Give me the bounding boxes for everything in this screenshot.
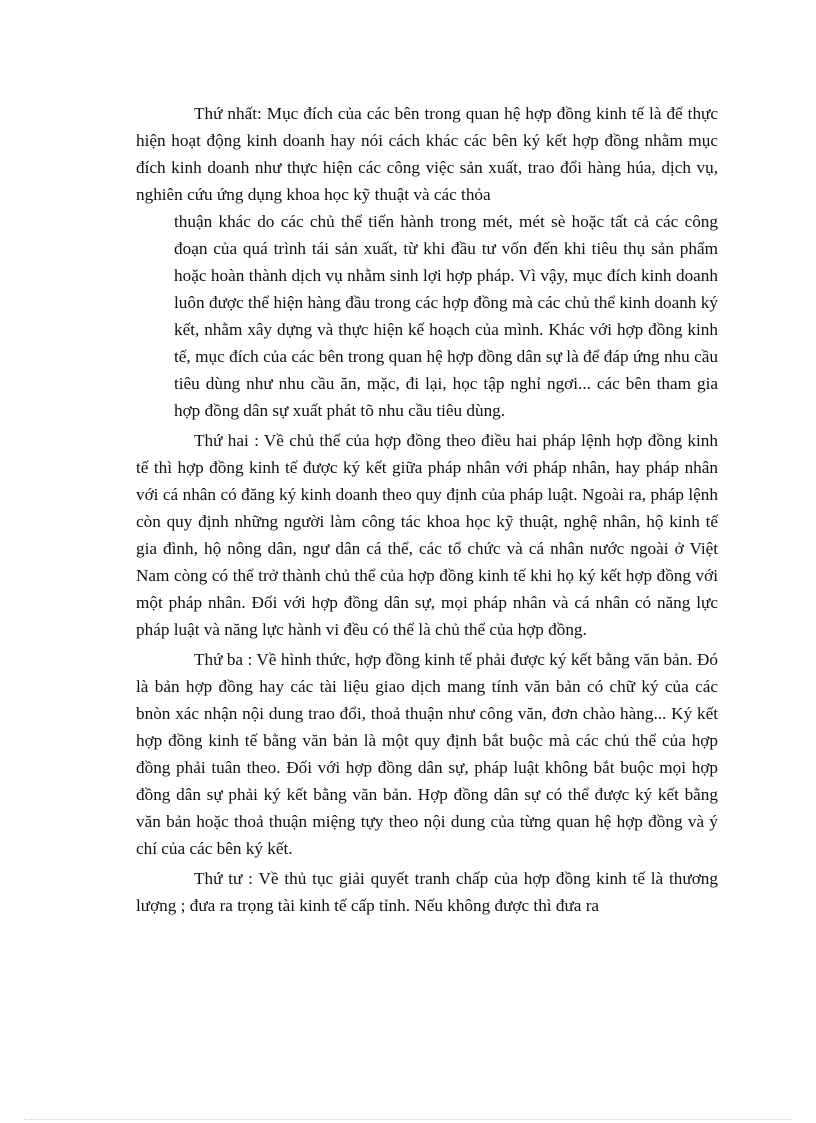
paragraph-third-form: Thứ ba : Về hình thức, hợp đồng kinh tế phải được ký kết bằng văn bản. Đó là bản hợp đồng hay các tài liệu giao dịch mang tính văn bản có chữ ký của các bnòn xác nhận nội dung trao đổi, thoả thuận như công văn, đơn chào hàng... Ký kết hợp đồng kinh tế bằng văn bản là một quy định bắt buộc mà các chủ thể của hợp đồng phải tuân theo. Đối với hợp đồng dân sự, pháp luật không bắt buộc mọi hợp đồng dân sự phải ký kết bằng văn bản. Hợp đồng dân sự có thể được ký kết bằng văn bản hoặc thoả thuận miệng tựy theo nội dung của từng quan hệ hợp đồng và ý chí của các bên ký kết. <box>136 650 718 858</box>
paragraph-second-parties: Thứ hai : Về chủ thể của hợp đồng theo điều hai pháp lệnh hợp đồng kinh tế thì hợp đồng kinh tế được ký kết giữa pháp nhân với pháp nhân, hay pháp nhân với cá nhân có đăng ký kinh doanh theo quy định của pháp luật. Ngoài ra, pháp lệnh còn quy định những người làm công tác khoa học kỹ thuật, nghệ nhân, hộ kinh tế gia đình, hộ nông dân, ngư dân cá thể, các tổ chức và cá nhân nước ngoài ở Việt Nam còng có thể trở thành chủ thể của hợp đồng kinh tế khi họ ký kết hợp đồng với một pháp nhân. Đối với hợp đồng dân sự, mọi pháp nhân và cá nhân có năng lực pháp luật và năng lực hành vi đều có thể là chủ thể của hợp đồng. <box>136 431 718 639</box>
page-bottom-divider <box>24 1119 792 1120</box>
paragraph-first-purpose-continued: thuận khác do các chủ thể tiến hành trong mét, mét sè hoặc tất cả các công đoạn của quá trình tái sản xuất, từ khi đầu tư vốn đến khi tiêu thụ sản phẩm hoặc hoàn thành dịch vụ nhằm sinh lợi hợp pháp. Vì vậy, mục đích kinh doanh luôn được thể hiện hàng đầu trong các hợp đồng mà các chủ thể kinh doanh ký kết, nhằm xây dựng và thực hiện kế hoạch của mình. Khác với hợp đồng kinh tế, mục đích của các bên trong quan hệ hợp đồng dân sự là để đáp ứng nhu cầu tiêu dùng như nhu cầu ăn, mặc, đi lại, học tập nghỉ ngơi... các bên tham gia hợp đồng dân sự xuất phát tõ nhu cầu tiêu dùng. <box>174 212 718 420</box>
paragraph-first-purpose: Thứ nhất: Mục đích của các bên trong quan hệ hợp đồng kinh tế là để thực hiện hoạt động kinh doanh hay nói cách khác các bên ký kết hợp đồng nhằm mục đích kinh doanh như thực hiện các công việc sản xuất, trao đổi hàng húa, dịch vụ, nghiên cứu ứng dụng khoa học kỹ thuật và các thỏa <box>136 104 718 204</box>
paragraph-fourth-disputes: Thứ tư : Về thủ tục giải quyết tranh chấp của hợp đồng kinh tế là thương lượng ; đưa ra trọng tài kinh tế cấp tỉnh. Nếu không được thì đưa ra <box>136 869 718 915</box>
document-body <box>136 100 718 922</box>
